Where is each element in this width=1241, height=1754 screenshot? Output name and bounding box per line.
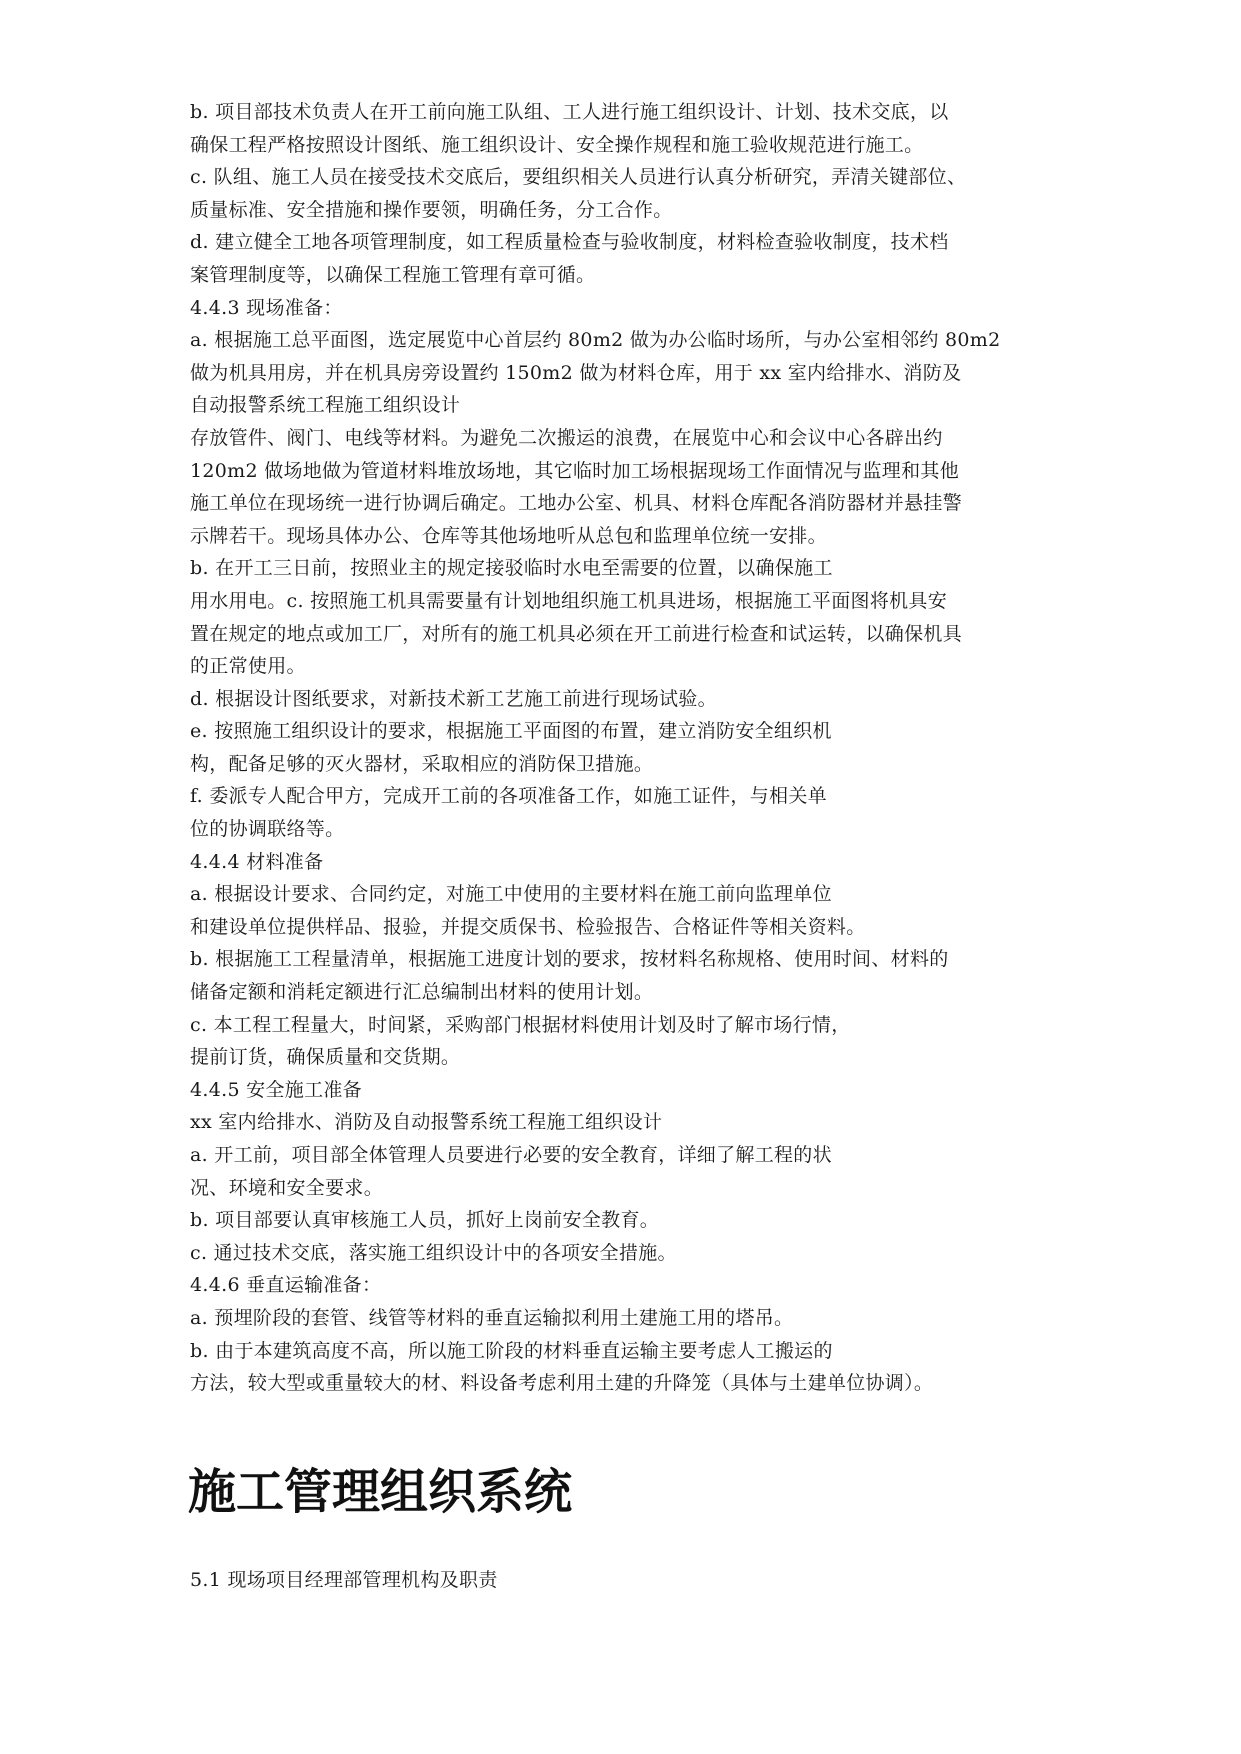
text-line: e. 按照施工组织设计的要求，根据施工平面图的布置，建立消防安全组织机 bbox=[190, 720, 832, 743]
text-line: 案管理制度等，以确保工程施工管理有章可循。 bbox=[190, 263, 596, 286]
text-line: 4.4.3 现场准备： bbox=[190, 296, 343, 319]
text-line: a. 根据设计要求、合同约定，对施工中使用的主要材料在施工前向监理单位 bbox=[190, 883, 832, 906]
text-line: b. 根据施工工程量清单，根据施工进度计划的要求，按材料名称规格、使用时间、材料的 bbox=[190, 948, 949, 971]
text-line: 4.4.4 材料准备 bbox=[190, 850, 324, 873]
chapter-title: 施工管理组织系统 bbox=[188, 1464, 573, 1520]
text-line: f. 委派专人配合甲方，完成开工前的各项准备工作，如施工证件，与相关单 bbox=[190, 785, 827, 808]
text-line: 确保工程严格按照设计图纸、施工组织设计、安全操作规程和施工验收规范进行施工。 bbox=[190, 133, 924, 156]
text-line: 提前订货，确保质量和交货期。 bbox=[190, 1046, 461, 1069]
text-line: 做为机具用房，并在机具房旁设置约 150m2 做为材料仓库，用于 xx 室内给排水、消防及 bbox=[190, 361, 962, 384]
text-line: 存放管件、阀门、电线等材料。为避免二次搬运的浪费，在展览中心和会议中心各辟出约 bbox=[190, 426, 943, 449]
text-line: 4.4.5 安全施工准备 bbox=[190, 1078, 362, 1101]
text-line: 的正常使用。 bbox=[190, 655, 306, 678]
text-line: d. 根据设计图纸要求，对新技术新工艺施工前进行现场试验。 bbox=[190, 687, 717, 710]
text-line: 储备定额和消耗定额进行汇总编制出材料的使用计划。 bbox=[190, 981, 654, 1004]
text-line: d. 建立健全工地各项管理制度，如工程质量检查与验收制度，材料检查验收制度，技术档 bbox=[190, 231, 949, 254]
text-line: b. 由于本建筑高度不高，所以施工阶段的材料垂直运输主要考虑人工搬运的 bbox=[190, 1339, 833, 1362]
text-line: a. 预埋阶段的套管、线管等材料的垂直运输拟利用土建施工用的塔吊。 bbox=[190, 1306, 794, 1329]
text-line: 和建设单位提供样品、报验，并提交质保书、检验报告、合格证件等相关资料。 bbox=[190, 915, 866, 938]
text-line: c. 通过技术交底，落实施工组织设计中的各项安全措施。 bbox=[190, 1241, 677, 1264]
text-line: a. 根据施工总平面图，选定展览中心首层约 80m2 做为办公临时场所，与办公室相邻约 80m2 bbox=[190, 329, 1001, 352]
text-line: 用水用电。c. 按照施工机具需要量有计划地组织施工机具进场，根据施工平面图将机具安 bbox=[190, 589, 948, 612]
text-line: c. 本工程工程量大，时间紧，采购部门根据材料使用计划及时了解市场行情， bbox=[190, 1013, 851, 1036]
text-line: b. 项目部技术负责人在开工前向施工队组、工人进行施工组织设计、计划、技术交底，以 bbox=[190, 101, 949, 123]
text-line: b. 在开工三日前，按照业主的规定接驳临时水电至需要的位置，以确保施工 bbox=[190, 557, 833, 580]
text-line: 置在规定的地点或加工厂，对所有的施工机具必须在开工前进行检查和试运转，以确保机具 bbox=[190, 622, 963, 645]
section-heading-5-1: 5.1 现场项目经理部管理机构及职责 bbox=[190, 1569, 498, 1591]
text-line: xx 室内给排水、消防及自动报警系统工程施工组织设计 bbox=[190, 1111, 663, 1134]
text-line: 方法，较大型或重量较大的材、料设备考虑利用土建的升降笼（具体与土建单位协调）。 bbox=[190, 1372, 934, 1395]
text-line: 120m2 做场地做为管道材料堆放场地，其它临时加工场根据现场工作面情况与监理和其他 bbox=[190, 459, 960, 482]
text-line: c. 队组、施工人员在接受技术交底后，要组织相关人员进行认真分析研究，弄清关键部位、 bbox=[190, 166, 967, 189]
body-text bbox=[190, 96, 1070, 1400]
text-line: 构，配备足够的灭火器材，采取相应的消防保卫措施。 bbox=[190, 752, 654, 775]
text-line: b. 项目部要认真审核施工人员，抓好上岗前安全教育。 bbox=[190, 1209, 660, 1232]
text-line: 位的协调联络等。 bbox=[190, 818, 345, 841]
text-line: 施工单位在现场统一进行协调后确定。工地办公室、机具、材料仓库配各消防器材并悬挂警 bbox=[190, 492, 963, 515]
text-line: 况、环境和安全要求。 bbox=[190, 1176, 384, 1199]
text-line: 示牌若干。现场具体办公、仓库等其他场地听从总包和监理单位统一安排。 bbox=[190, 524, 827, 547]
text-line: 质量标准、安全措施和操作要领，明确任务，分工合作。 bbox=[190, 198, 673, 221]
text-line: 自动报警系统工程施工组织设计 bbox=[190, 394, 461, 417]
text-line: a. 开工前，项目部全体管理人员要进行必要的安全教育，详细了解工程的状 bbox=[190, 1144, 832, 1166]
text-line: 4.4.6 垂直运输准备： bbox=[190, 1274, 382, 1297]
